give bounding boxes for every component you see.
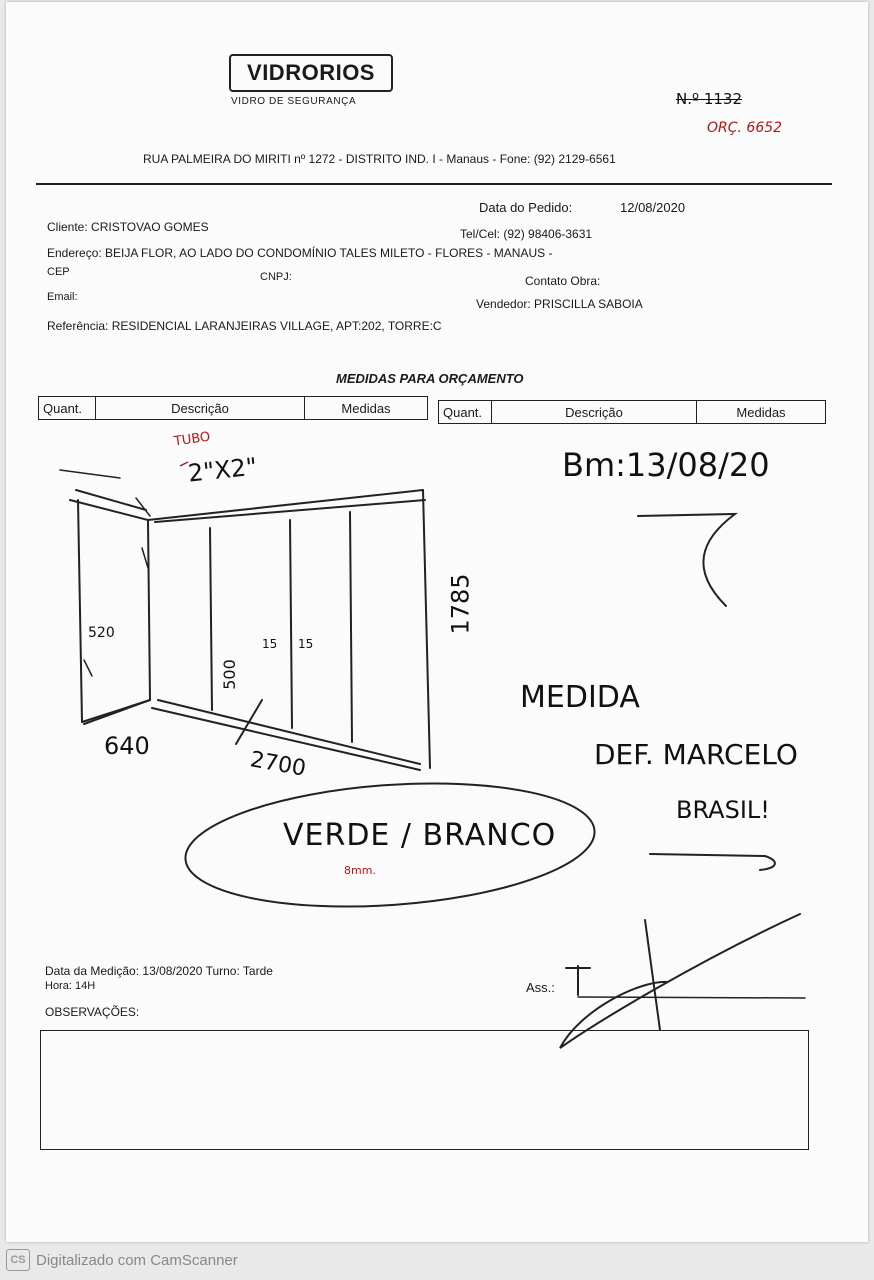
measure-note-line1: MEDIDA <box>520 680 640 715</box>
orc-number: ORÇ. 6652 <box>707 120 783 136</box>
cep-label: CEP <box>47 266 70 278</box>
header-quant: Quant. <box>39 397 96 420</box>
reference: Referência: RESIDENCIAL LARANJEIRAS VILLAGE, APT:202, TORRE:C <box>47 319 442 333</box>
bm-date-note: Bm:13/08/20 <box>562 446 770 484</box>
measurement-hour: Hora: 14H <box>45 980 96 992</box>
order-date-value: 12/08/2020 <box>620 200 686 215</box>
gap-measure-15b: 15 <box>298 637 314 651</box>
brand-tagline: VIDRO DE SEGURANÇA <box>231 96 357 107</box>
camscanner-icon: CS <box>6 1249 30 1271</box>
order-number: N.º 1132 <box>676 90 742 108</box>
width-measure: 2700 <box>248 747 308 782</box>
gap-measure-15: 15 <box>262 637 278 651</box>
header-medidas: Medidas <box>305 397 428 420</box>
side-measure-520: 520 <box>88 625 115 641</box>
side-measure-500: 500 <box>219 659 239 690</box>
observations-box <box>40 1030 809 1150</box>
client-name: Cliente: CRISTOVAO GOMES <box>47 220 209 234</box>
company-address: RUA PALMEIRA DO MIRITI nº 1272 - DISTRITO IND. I - Manaus - Fone: (92) 2129-6561 <box>143 152 616 166</box>
order-date-label: Data do Pedido: <box>479 200 573 215</box>
client-phone: Tel/Cel: (92) 98406-3631 <box>460 227 593 241</box>
signature-label: Ass.: <box>526 980 555 995</box>
color-note: VERDE / BRANCO <box>283 818 557 853</box>
scanner-text: Digitalizado com CamScanner <box>36 1251 238 1269</box>
header-quant: Quant. <box>439 401 492 424</box>
header-medidas: Medidas <box>697 401 826 424</box>
header-descricao: Descrição <box>96 397 305 420</box>
observations-label: OBSERVAÇÕES: <box>45 1005 140 1019</box>
measures-title: MEDIDAS PARA ORÇAMENTO <box>336 371 524 386</box>
measure-note-line2: DEF. MARCELO <box>594 738 798 771</box>
glass-thickness: 8mm. <box>344 864 376 877</box>
tube-label: TUBO <box>173 429 212 450</box>
depth-measure: 640 <box>104 732 150 760</box>
tube-size: 2"X2" <box>186 452 259 488</box>
height-measure: 1785 <box>446 573 475 635</box>
measure-note-line3: BRASIL! <box>676 796 770 824</box>
cnpj-label: CNPJ: <box>260 271 292 283</box>
measurement-date: Data da Medição: 13/08/2020 Turno: Tarde <box>45 964 273 978</box>
header-descricao: Descrição <box>492 401 697 424</box>
contact-label: Contato Obra: <box>525 274 601 288</box>
seller-name: Vendedor: PRISCILLA SABOIA <box>476 297 643 311</box>
client-address: Endereço: BEIJA FLOR, AO LADO DO CONDOMÍNIO TALES MILETO - FLORES - MANAUS - <box>47 246 553 260</box>
brand-logo: VIDRORIOS <box>229 54 393 92</box>
email-label: Email: <box>47 291 78 303</box>
scanner-footer <box>6 1249 238 1271</box>
